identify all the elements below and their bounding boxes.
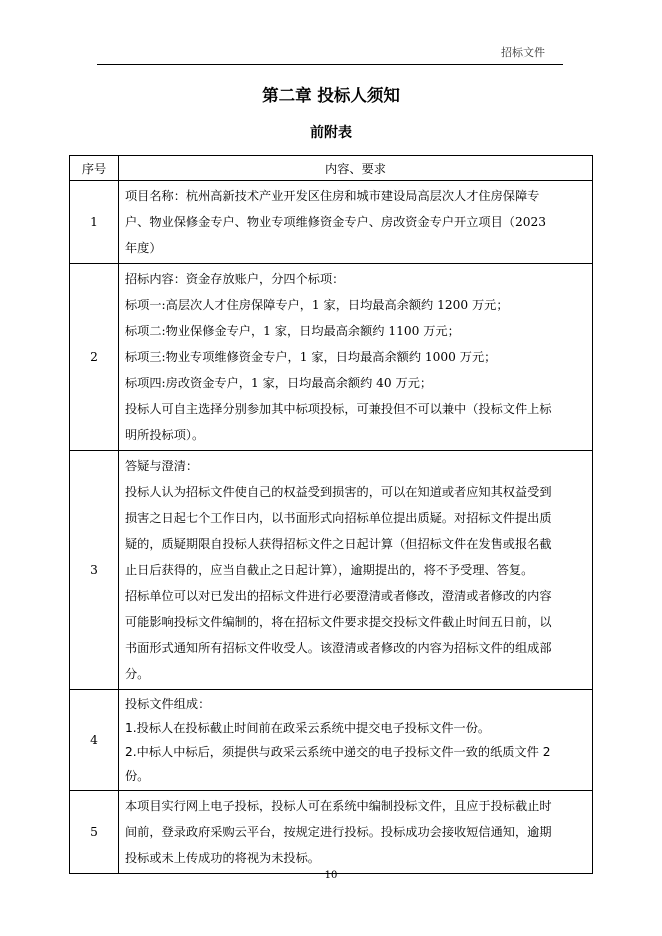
table-row [70,690,593,791]
content-line: 标项一:高层次人才住房保障专户，1 家，日均最高余额约 1200 万元； [125,298,509,312]
content-line: 本项目实行网上电子投标，投标人可在系统中编制投标文件，且应于投标截止时 [125,799,552,813]
row-content [119,791,593,874]
content-line: 标项三:物业专项维修资金专户，1 家，日均最高余额约 1000 万元； [125,350,497,364]
content-line: 投标文件组成： [125,697,211,711]
content-line: 2.中标人中标后，须提供与政采云系统中递交的电子投标文件一致的纸质文件 2 [125,745,551,759]
table-row [70,264,593,451]
content-line: 标项二:物业保修金专户，1 家，日均最高余额约 1100 万元； [125,324,460,338]
content-line: 投标人可自主选择分别参加其中标项投标，可兼投但不可以兼中（投标文件上标 [125,402,552,416]
content-line: 招标内容：资金存放账户，分四个标项： [125,272,345,286]
content-line: 项目名称：杭州高新技术产业开发区住房和城市建设局高层次人才住房保障专 [125,189,540,203]
table-row [70,181,593,264]
chapter-title: 第二章 投标人须知 [262,86,400,105]
header-rule [97,64,563,65]
row-content [119,451,593,690]
content-line: 书面形式通知所有招标文件收受人。该澄清或者修改的内容为招标文件的组成部 [125,641,552,655]
table-row [70,451,593,690]
row-number: 4 [70,690,119,791]
table-row [70,791,593,874]
row-number: 2 [70,264,119,451]
content-line: 止日后获得的，应当自截止之日起计算），逾期提出的，将不予受理、答复。 [125,563,534,577]
table-header-row [70,156,593,181]
content-line: 可能影响投标文件编制的，将在招标文件要求提交投标文件截止时间五日前，以 [125,615,552,629]
running-header: 招标文件 [501,46,545,59]
row-content [119,181,593,264]
content-line: 答疑与澄清： [125,459,199,473]
content-line: 分。 [125,667,150,681]
row-content [119,264,593,451]
content-line: 投标或未上传成功的将视为未投标。 [125,851,320,865]
page-number: 10 [324,870,338,881]
content-line: 损害之日起七个工作日内，以书面形式向招标单位提出质疑。对招标文件提出质 [125,511,552,525]
content-line: 份。 [125,769,150,783]
table-title: 前附表 [310,125,352,141]
appendix-table [69,155,593,874]
column-header-content: 内容、要求 [119,156,593,181]
content-line: 户、物业保修金专户、物业专项维修资金专户、房改资金专户开立项目（2023 [125,215,547,229]
column-header-number: 序号 [70,156,119,181]
content-line: 疑的，质疑期限自投标人获得招标文件之日起计算（但招标文件在发售或报名截 [125,537,552,551]
content-line: 间前，登录政府采购云平台，按规定进行投标。投标成功会接收短信通知，逾期 [125,825,552,839]
row-number: 5 [70,791,119,874]
content-line: 投标人认为招标文件使自己的权益受到损害的，可以在知道或者应知其权益受到 [125,485,552,499]
content-line: 1.投标人在投标截止时间前在政采云系统中提交电子投标文件一份。 [125,721,491,735]
content-line: 年度） [125,241,162,255]
content-line: 招标单位可以对已发出的招标文件进行必要澄清或者修改，澄清或者修改的内容 [125,589,552,603]
row-content [119,690,593,791]
row-number: 3 [70,451,119,690]
content-line: 明所投标项）。 [125,428,205,442]
content-line: 标项四:房改资金专户，1 家，日均最高余额约 40 万元； [125,376,433,390]
row-number: 1 [70,181,119,264]
